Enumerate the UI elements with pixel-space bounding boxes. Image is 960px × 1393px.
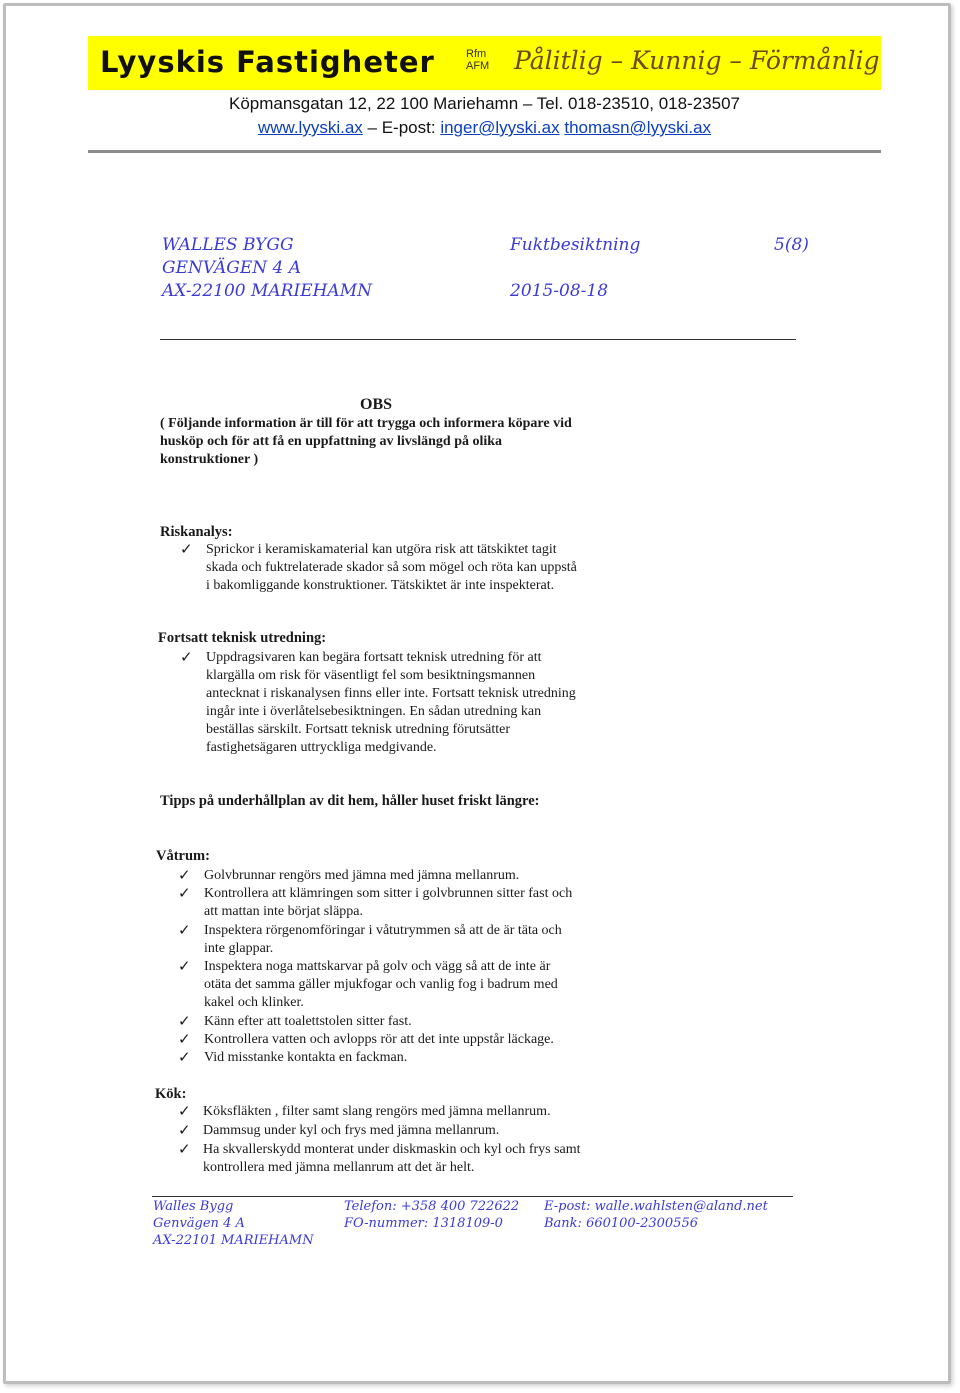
list-item [204, 867, 644, 885]
list-item [204, 885, 644, 921]
list-item [206, 649, 646, 757]
footer-line: FO-nummer: 1318109-0 [344, 1216, 503, 1231]
checkmark-icon: ✓ [178, 1102, 191, 1120]
footer-line: Walles Bygg [153, 1199, 234, 1214]
vatrum-heading: Våtrum: [156, 848, 210, 864]
tipps-heading: Tipps på underhållplan av dit hem, håller huset friskt längre: [160, 793, 540, 809]
item-line: antecknat i riskanalysen finns eller inte. Fortsatt teknisk utredning [206, 686, 576, 701]
checkmark-icon: ✓ [178, 1012, 191, 1030]
letterhead-banner [88, 36, 881, 90]
checkmark-icon: ✓ [178, 1121, 191, 1139]
checkmark-icon: ✓ [178, 884, 191, 902]
checkmark-icon: ✓ [178, 921, 191, 939]
list-item [203, 1122, 643, 1140]
item-line: Golvbrunnar rengörs med jämna med jämna mellanrum. [204, 868, 520, 883]
item-line: fastighetsägaren uttryckliga medgivande. [206, 740, 437, 755]
item-line: Inspektera noga mattskarvar på golv och vägg så att de inte är [204, 959, 551, 974]
item-line: ingår inte i överlåtelsebesiktningen. En sådan utredning kan [206, 704, 542, 719]
footer-divider [152, 1196, 793, 1197]
checkmark-icon: ✓ [178, 866, 191, 884]
checkmark-icon: ✓ [180, 540, 193, 558]
item-line: beställas särskilt. Fortsatt teknisk utredning förutsätter [206, 722, 511, 737]
footer-line: Bank: 660100-2300556 [544, 1216, 698, 1231]
page-number: 5(8) [774, 235, 809, 255]
item-line: kontrollera med jämna mellanrum att det är helt. [203, 1160, 475, 1175]
fortsatt-heading: Fortsatt teknisk utredning: [158, 630, 327, 646]
list-item [204, 1049, 644, 1067]
list-item [204, 958, 644, 1012]
client-name: WALLES BYGG [162, 235, 294, 255]
company-address: Köpmansgatan 12, 22 100 Mariehamn – Tel. 018-23510, 018-23507 [228, 94, 740, 113]
obs-line: konstruktioner ) [160, 452, 259, 467]
email-link-thomasn[interactable]: thomasn@lyyski.ax [564, 118, 712, 137]
footer-email-bank [544, 1198, 768, 1232]
client-street: GENVÄGEN 4 A [162, 258, 302, 278]
list-item [204, 1013, 644, 1031]
item-line: Köksfläkten , filter samt slang rengörs med jämna mellanrum. [203, 1104, 551, 1119]
item-line: inte glappar. [204, 941, 274, 956]
footer-line: AX-22101 MARIEHAMN [153, 1233, 314, 1248]
company-logo: Lyyskis Fastigheter [100, 45, 435, 79]
dash-sep: – [367, 118, 382, 137]
item-line: Vid misstanke kontakta en fackman. [204, 1050, 408, 1065]
footer-phone-fo [344, 1198, 519, 1232]
item-line: Sprickor i keramiskamaterial kan utgöra risk att tätskiktet tagit [206, 542, 557, 557]
item-line: Ha skvallerskydd monterat under diskmaskin och kyl och frys samt [203, 1142, 581, 1157]
item-line: skada och fuktrelaterade skador så som mögel och röta kan uppstå [206, 560, 577, 575]
item-line: att mattan inte börjat släppa. [204, 904, 364, 919]
item-line: Känn efter att toalettstolen sitter fast. [204, 1014, 412, 1029]
list-item [204, 1031, 644, 1049]
item-line: Inspektera rörgenomföringar i våtutrymmen så att de är täta och [204, 923, 562, 938]
kok-heading: Kök: [155, 1086, 187, 1102]
obs-text [160, 415, 640, 469]
item-line: kakel och klinker. [204, 995, 304, 1010]
client-city: AX-22100 MARIEHAMN [162, 281, 372, 301]
item-line: i bakomliggande konstruktioner. Tätskiktet är inte inspekterat. [206, 578, 555, 593]
item-line: Uppdragsivaren kan begära fortsatt teknisk utredning för att [206, 650, 542, 665]
footer-line: Genvägen 4 A [153, 1216, 245, 1231]
checkmark-icon: ✓ [178, 1048, 191, 1066]
email-prefix: E-post: [381, 118, 436, 137]
document-date: 2015-08-18 [510, 281, 609, 301]
item-line: otäta det samma gäller mjukfogar och vanlig fog i badrum med [204, 977, 558, 992]
checkmark-icon: ✓ [180, 648, 193, 666]
document-type: Fuktbesiktning [510, 235, 641, 255]
list-item [206, 541, 646, 595]
item-line: Dammsug under kyl och frys med jämna mellanrum. [203, 1123, 500, 1138]
footer-company [153, 1198, 314, 1249]
email-link-inger[interactable]: inger@lyyski.ax [440, 118, 560, 137]
checkmark-icon: ✓ [178, 957, 191, 975]
header-underline [160, 339, 796, 340]
footer-line: E-post: walle.wahlsten@aland.net [544, 1199, 768, 1214]
rfm-line: Rfm [466, 48, 487, 60]
company-contacts [88, 118, 881, 138]
checkmark-icon: ✓ [178, 1030, 191, 1048]
footer-line: Telefon: +358 400 722622 [344, 1199, 520, 1214]
checkmark-icon: ✓ [178, 1140, 191, 1158]
rfm-badge [466, 48, 489, 72]
item-line: klargälla om risk för väsentligt fel som besiktningsmannen [206, 668, 536, 683]
item-line: Kontrollera att klämringen som sitter i golvbrunnen sitter fast och [204, 886, 573, 901]
obs-line: husköp och för att få en uppfattning av livslängd på olika [160, 434, 503, 449]
item-line: Kontrollera vatten och avlopps rör att det inte uppstår läckage. [204, 1032, 554, 1047]
website-link[interactable]: www.lyyski.ax [257, 118, 363, 137]
list-item [203, 1141, 643, 1177]
riskanalys-heading: Riskanalys: [160, 524, 233, 540]
list-item [204, 922, 644, 958]
obs-line: ( Följande information är till för att trygga och informera köpare vid [160, 416, 572, 431]
list-item [203, 1103, 643, 1121]
afm-line: AFM [466, 60, 490, 72]
obs-title: OBS [360, 396, 393, 413]
header-divider [88, 150, 881, 153]
company-slogan: Pålitlig – Kunnig – Förmånlig [514, 46, 880, 75]
